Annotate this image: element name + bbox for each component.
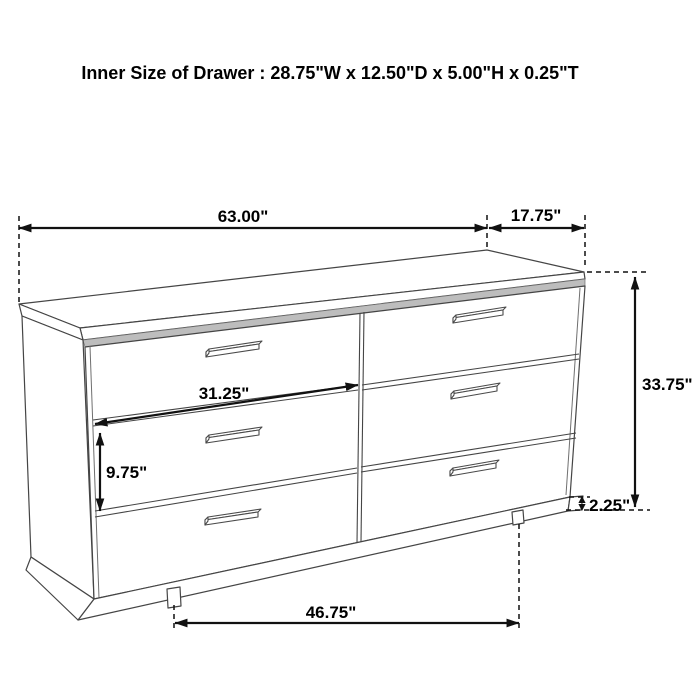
dim-label-middle-drawer-height: 9.75" <box>106 463 148 482</box>
dim-label-leg-spacing: 46.75" <box>305 603 357 622</box>
dim-label-drawer-width: 31.25" <box>198 384 250 403</box>
base-plinth-right-end <box>568 496 583 511</box>
diagram-title: Inner Size of Drawer : 28.75"W x 12.50"D x 5.00"H x 0.25"T <box>81 63 579 83</box>
left-side-panel <box>22 316 94 599</box>
dresser-outline <box>19 250 585 620</box>
dim-label-overall-height: 33.75" <box>642 375 693 394</box>
right-leg <box>512 510 524 525</box>
left-leg <box>167 587 181 608</box>
dim-label-top-depth: 17.75" <box>510 206 562 225</box>
dim-label-back-width: 63.00" <box>217 207 269 226</box>
dim-label-base-height: 2.25" <box>589 496 631 515</box>
